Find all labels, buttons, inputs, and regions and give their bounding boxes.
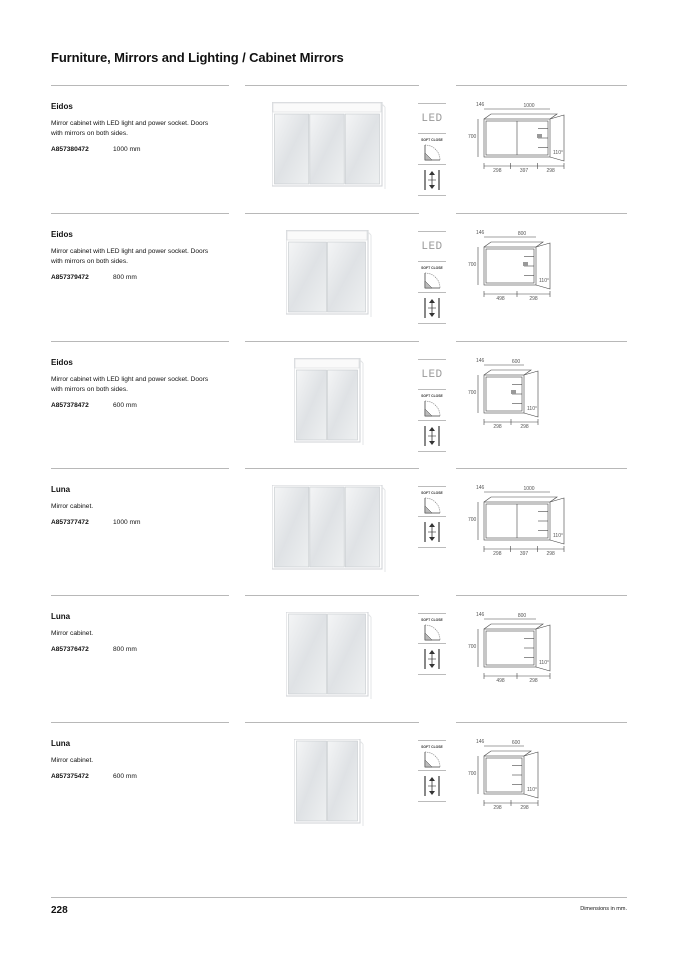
row-divider	[245, 595, 419, 596]
product-name: Eidos	[51, 230, 73, 239]
soft-close-label: SOFT CLOSE	[421, 744, 443, 749]
row-divider	[245, 213, 419, 214]
product-size: 800 mm	[113, 646, 137, 653]
dimension-width: 800	[517, 613, 527, 619]
mirror-door	[310, 114, 344, 184]
soft-close-label: SOFT CLOSE	[421, 394, 443, 398]
row-divider	[51, 468, 229, 469]
product-photo	[294, 739, 368, 838]
dimension-height: 700	[468, 390, 477, 396]
dimension-depth: 146	[476, 358, 485, 364]
product-row	[0, 595, 677, 723]
product-name: Eidos	[51, 358, 73, 367]
product-code: A857380472	[51, 146, 89, 153]
dimension-depth: 146	[476, 739, 485, 745]
dimension-width: 600	[511, 359, 521, 365]
product-row	[0, 341, 677, 469]
mirror-door	[328, 370, 358, 440]
power-socket-icon	[523, 262, 528, 266]
dimension-bottom: 298	[493, 424, 502, 430]
dimension-height: 700	[468, 517, 477, 523]
led-icon-label: LED	[421, 112, 443, 125]
row-divider	[245, 722, 419, 723]
soft-close-label: SOFT CLOSE	[421, 490, 443, 495]
footer-note: Dimensions in mm.	[580, 906, 627, 912]
product-photo	[286, 230, 376, 329]
dimension-width: 800	[517, 231, 527, 237]
mirror-door	[289, 614, 327, 694]
dimension-bottom: 298	[520, 805, 529, 811]
dimension-bottom: 298	[493, 805, 502, 811]
height-adjust-icon	[418, 517, 446, 548]
page-title: Furniture, Mirrors and Lighting / Cabinet Mirrors	[51, 50, 344, 65]
mirror-door	[328, 614, 366, 694]
mirror-door	[345, 114, 379, 184]
led-icon-label: LED	[421, 368, 443, 381]
product-code: A857378472	[51, 402, 89, 409]
dimension-angle: 110°	[553, 533, 563, 539]
footer-divider	[51, 897, 627, 898]
mirror-door	[310, 487, 344, 567]
dimension-bottom: 498	[496, 678, 505, 684]
product-row	[0, 468, 677, 596]
dimension-bottom: 298	[520, 424, 529, 430]
product-code: A857377472	[51, 519, 89, 526]
led-icon	[418, 359, 446, 390]
feature-icons	[418, 359, 446, 452]
led-icon	[418, 231, 446, 262]
product-size: 1000 mm	[113, 146, 141, 153]
dimension-drawing	[464, 355, 584, 442]
feature-icons	[418, 740, 446, 802]
product-size: 600 mm	[113, 402, 137, 409]
dimension-angle: 110°	[539, 660, 549, 666]
dimension-width: 1000	[523, 486, 535, 492]
product-description: Mirror cabinet.	[51, 630, 94, 637]
dimension-drawing	[464, 609, 584, 696]
dimension-drawing	[464, 99, 584, 186]
led-icon	[418, 103, 446, 134]
led-light-strip	[295, 359, 359, 368]
height-adjust-icon	[418, 293, 446, 324]
row-divider	[51, 341, 229, 342]
feature-icons	[418, 103, 446, 196]
dimension-height: 700	[468, 262, 477, 268]
product-size: 800 mm	[113, 274, 137, 281]
row-divider	[456, 722, 627, 723]
dimension-height: 700	[468, 771, 477, 777]
product-row	[0, 722, 677, 850]
height-adjust-icon	[418, 644, 446, 675]
dimension-height: 700	[468, 644, 477, 650]
dimension-depth: 146	[476, 102, 485, 108]
product-size: 600 mm	[113, 773, 137, 780]
product-name: Luna	[51, 612, 71, 621]
page-number: 228	[51, 905, 68, 916]
soft-close-icon	[418, 486, 446, 517]
row-divider	[51, 213, 229, 214]
soft-close-icon	[418, 390, 446, 421]
led-icon-label: LED	[421, 240, 443, 253]
product-name: Luna	[51, 485, 71, 494]
row-divider	[51, 722, 229, 723]
dimension-drawing	[464, 482, 584, 569]
mirror-door	[297, 741, 327, 821]
dimension-bottom: 397	[519, 168, 529, 174]
feature-icons	[418, 486, 446, 548]
product-description: Mirror cabinet with LED light and power socket. Doors with mirrors on both sides.	[51, 120, 209, 137]
product-code: A857379472	[51, 274, 89, 281]
product-name: Luna	[51, 739, 71, 748]
product-row	[0, 213, 677, 341]
dimension-depth: 146	[476, 612, 485, 618]
product-description: Mirror cabinet.	[51, 503, 94, 510]
soft-close-label: SOFT CLOSE	[421, 138, 443, 142]
row-divider	[51, 595, 229, 596]
row-divider	[456, 595, 627, 596]
led-light-strip	[273, 103, 381, 112]
mirror-door	[275, 487, 309, 567]
mirror-door	[328, 741, 358, 821]
mirror-door	[297, 370, 327, 440]
dimension-depth: 146	[476, 230, 485, 236]
mirror-door	[289, 242, 327, 312]
power-socket-icon	[511, 390, 516, 394]
height-adjust-icon	[418, 771, 446, 802]
dimension-angle: 110°	[527, 787, 537, 793]
dimension-bottom: 298	[546, 551, 555, 557]
row-divider	[245, 85, 419, 86]
dimension-bottom: 298	[493, 551, 502, 557]
dimension-drawing	[464, 227, 584, 314]
product-code: A857375472	[51, 773, 89, 780]
dimension-width: 1000	[523, 103, 535, 109]
feature-icons	[418, 231, 446, 324]
dimension-width: 600	[511, 740, 521, 746]
feature-icons	[418, 613, 446, 675]
soft-close-icon	[418, 262, 446, 293]
dimension-bottom: 397	[519, 551, 529, 557]
dimension-bottom: 298	[529, 678, 538, 684]
dimension-bottom: 298	[493, 168, 502, 174]
product-description: Mirror cabinet.	[51, 757, 94, 764]
dimension-drawing	[464, 736, 584, 823]
product-size: 1000 mm	[113, 519, 141, 526]
height-adjust-icon	[418, 165, 446, 196]
row-divider	[245, 341, 419, 342]
row-divider	[51, 85, 229, 86]
dimension-height: 700	[468, 134, 477, 140]
product-row	[0, 85, 677, 213]
product-name: Eidos	[51, 102, 73, 111]
mirror-door	[328, 242, 366, 312]
dimension-angle: 110°	[527, 406, 537, 412]
mirror-door	[345, 487, 379, 567]
dimension-angle: 110°	[553, 150, 563, 156]
dimension-bottom: 298	[546, 168, 555, 174]
product-description: Mirror cabinet with LED light and power socket. Doors with mirrors on both sides.	[51, 376, 209, 393]
row-divider	[456, 341, 627, 342]
product-photo	[286, 612, 376, 711]
soft-close-label: SOFT CLOSE	[421, 266, 443, 270]
led-light-strip	[287, 231, 367, 240]
product-photo	[272, 102, 390, 201]
row-divider	[456, 85, 627, 86]
mirror-door	[275, 114, 309, 184]
product-description: Mirror cabinet with LED light and power socket. Doors with mirrors on both sides.	[51, 248, 209, 265]
dimension-bottom: 298	[529, 296, 538, 302]
product-photo	[294, 358, 368, 457]
row-divider	[456, 468, 627, 469]
soft-close-icon	[418, 613, 446, 644]
dimension-depth: 146	[476, 485, 485, 491]
product-photo	[272, 485, 390, 584]
power-socket-icon	[537, 134, 542, 138]
dimension-bottom: 498	[496, 296, 505, 302]
row-divider	[245, 468, 419, 469]
soft-close-icon	[418, 740, 446, 771]
soft-close-icon	[418, 134, 446, 165]
row-divider	[456, 213, 627, 214]
product-code: A857376472	[51, 646, 89, 653]
dimension-angle: 110°	[539, 278, 549, 284]
soft-close-label: SOFT CLOSE	[421, 617, 443, 622]
height-adjust-icon	[418, 421, 446, 452]
